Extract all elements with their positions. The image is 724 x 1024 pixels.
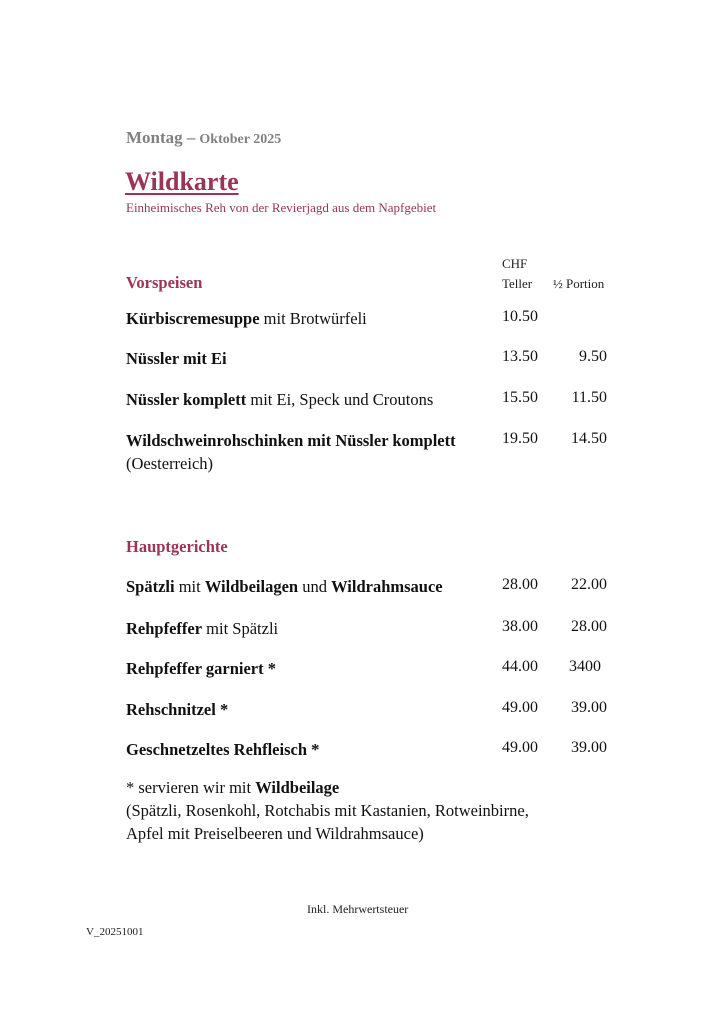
price-teller: 49.00 (502, 739, 538, 756)
page-title: Wildkarte (125, 167, 239, 196)
currency-label: CHF (502, 256, 528, 271)
menu-item-side: Wildbeilagen (204, 577, 299, 596)
menu-item-name: Spätzli (126, 577, 175, 596)
note-line-1 (126, 776, 529, 799)
menu-item-name: Rehpfeffer garniert * (126, 659, 276, 678)
menu-item (126, 617, 278, 640)
menu-item-name: Nüssler mit Ei (126, 349, 227, 368)
section-title-vorspeisen: Vorspeisen (126, 273, 203, 292)
menu-item-name: Rehschnitzel * (126, 700, 229, 719)
menu-item-name: Geschnetzeltes Rehfleisch * (126, 740, 320, 759)
price-half-portion: 9.50 (579, 348, 607, 365)
menu-item-name: Kürbiscremesuppe (126, 309, 260, 328)
price-teller: 15.50 (502, 389, 538, 406)
price-teller: 49.00 (502, 699, 538, 716)
menu-item-origin: (Oesterreich) (126, 454, 214, 473)
price-half-portion: 3400 (569, 658, 601, 675)
menu-item (126, 738, 319, 761)
version-label: V_20251001 (86, 926, 144, 938)
menu-item (126, 657, 276, 680)
menu-item-description: mit Brotwürfeli (259, 309, 367, 328)
menu-item-description: mit Spätzli (202, 619, 279, 638)
side-dish-note (126, 776, 529, 845)
column-header-teller: Teller (502, 276, 533, 291)
menu-date (126, 128, 281, 148)
price-half-portion: 22.00 (571, 576, 607, 593)
price-teller: 38.00 (502, 618, 538, 635)
tax-note: Inkl. Mehrwertsteuer (307, 902, 409, 916)
menu-month-year: Oktober 2025 (199, 132, 282, 147)
page-subtitle: Einheimisches Reh von der Revierjagd aus dem Napfgebiet (126, 200, 437, 215)
price-teller: 44.00 (502, 658, 538, 675)
price-half-portion: 14.50 (571, 430, 607, 447)
price-teller: 28.00 (502, 576, 538, 593)
price-half-portion: 11.50 (571, 389, 607, 406)
note-line-2: (Spätzli, Rosenkohl, Rotchabis mit Kastanien, Rotweinbirne, (126, 801, 529, 820)
menu-item-name: Rehpfeffer (126, 619, 203, 638)
price-half-portion: 39.00 (571, 699, 607, 716)
menu-item (126, 429, 456, 475)
menu-item (126, 698, 228, 721)
menu-item-description: mit Ei, Speck und Croutons (246, 390, 434, 409)
column-header-half-portion: ½ Portion (553, 276, 605, 291)
price-teller: 13.50 (502, 348, 538, 365)
price-half-portion: 39.00 (571, 739, 607, 756)
menu-item-name: Nüssler komplett (126, 390, 247, 409)
menu-item-connector: und (298, 577, 332, 596)
note-highlight: Wildbeilage (255, 778, 340, 797)
price-teller: 19.50 (502, 430, 538, 447)
menu-day: Montag – (126, 128, 196, 147)
menu-item-name: Wildschweinrohschinken mit Nüssler komplett (126, 431, 456, 450)
section-title-hauptgerichte: Hauptgerichte (126, 537, 228, 556)
note-line-3: Apfel mit Preiselbeeren und Wildrahmsauce) (126, 824, 424, 843)
menu-item (126, 575, 443, 598)
menu-item-connector: mit (174, 577, 205, 596)
price-teller: 10.50 (502, 308, 538, 325)
menu-item (126, 388, 433, 411)
menu-item-sauce: Wildrahmsauce (331, 577, 443, 596)
price-half-portion: 28.00 (571, 618, 607, 635)
menu-item (126, 307, 367, 330)
note-prefix: * servieren wir mit (126, 778, 256, 797)
menu-item (126, 347, 227, 370)
